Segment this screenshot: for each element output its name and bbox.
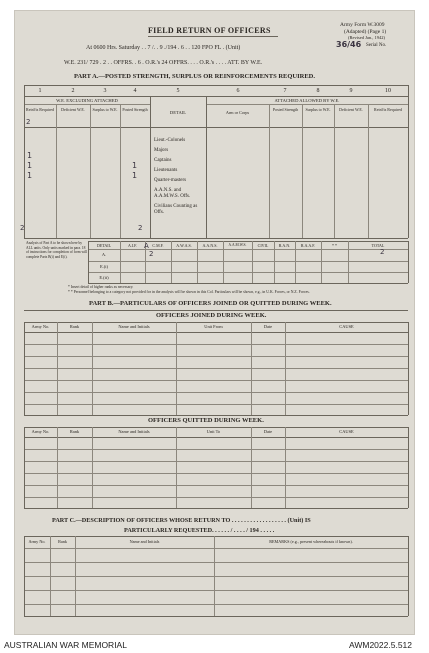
quitted-header: Date	[263, 429, 273, 434]
header-posted-strength: Posted Strength	[122, 107, 148, 112]
part-c-header: Rank	[58, 539, 67, 544]
analysis-header: R.A.N.	[278, 243, 291, 248]
analysis-header: A.A.M.W.S.	[228, 243, 247, 247]
joined-header: Unit From	[204, 324, 223, 329]
analysis-note: Analysis of Part A to be shown here by ALL units. Only units marked in para. 18 of instructions for completion of form will complete Parts B(i) and E(i).	[26, 241, 88, 259]
analysis-header: A.W.A.S.	[176, 243, 192, 248]
col-number: 7	[283, 88, 287, 94]
header-arm-or-corps: Arm or Corps	[225, 110, 250, 115]
analysis-header: A.I.F.	[127, 243, 138, 248]
joined-header: Name and Initials	[118, 324, 150, 329]
quitted-title: OFFICERS QUITTED DURING WEEK.	[148, 417, 264, 424]
archive-reference: AWM2022.5.512	[349, 640, 412, 650]
header-att-surplus: Surplus to W.E.	[305, 107, 331, 112]
handwritten-col1: 1	[27, 151, 33, 160]
header-att-posted: Posted Strength	[272, 107, 299, 112]
header-att-deficient: Deficient W.E.	[339, 107, 363, 112]
part-c-header: REMARKS (e.g., present whereabouts if known).	[269, 539, 353, 544]
joined-header: Date	[263, 324, 273, 329]
archive-name: AUSTRALIAN WAR MEMORIAL	[4, 640, 127, 650]
col-number: 2	[71, 88, 75, 94]
analysis-header: R.A.A.F.	[300, 243, 316, 248]
col-number: 8	[316, 88, 320, 94]
handwritten-col4: 1	[132, 171, 138, 180]
analysis-header: DETAIL	[96, 243, 112, 248]
part-a-title: PART A.—POSTED STRENGTH, SURPLUS OR REINFORCEMENTS REQUIRED.	[74, 73, 315, 80]
quitted-header: Name and Initials	[118, 429, 150, 434]
part-c-header: Army No.	[28, 539, 46, 544]
analysis-row-label: E.(ii)	[99, 275, 109, 280]
part-c-title-2: PARTICULARLY REQUESTED. . . . . . / . . . . / 194 . . . . .	[124, 527, 275, 534]
analysis-header: A.A.N.S.	[202, 243, 218, 248]
header-detail: DETAIL	[169, 110, 187, 115]
handwritten-total: 2	[380, 248, 385, 256]
part-b-title: PART B.—PARTICULARS OF OFFICERS JOINED OR QUITTED DURING WEEK.	[89, 300, 332, 307]
col-number: 9	[349, 88, 353, 94]
joined-header: Army No.	[31, 324, 50, 329]
quitted-header: Rank	[69, 429, 80, 434]
group-header-right: ATTACHED ALLOWED BY W.E.	[274, 98, 340, 103]
col-number: 3	[103, 88, 107, 94]
form-title: FIELD RETURN OF OFFICERS	[148, 26, 271, 35]
form-reference-3: (Revised Jan., 1942)	[348, 35, 385, 40]
header-deficient: Deficient W.E.	[61, 107, 85, 112]
header-reinforcements: Rein'fts Required	[26, 107, 54, 112]
footnote: * Insert detail of higher ranks as necessary.	[68, 285, 134, 289]
we-line: W.E. 231/ 729 . 2 . . OFFRS. . 6 . O.R.'s 24 OFFRS. . . . O.R.'s . . . . ATT. BY W.E.	[64, 60, 263, 66]
part-c-title-1: PART C.—DESCRIPTION OF OFFICERS WHOSE RETURN TO . . . . . . . . . . . . . . . . . . (Unit) IS	[52, 517, 311, 524]
footnote: * * Personnel belonging to a category not provided for in the analysis will be shown in this Col. Particulars will be shown, e.g., in U.K. Forces, or N.Z. Forces.	[68, 290, 310, 294]
form-reference-2: (Adapted) (Page 1)	[344, 29, 387, 35]
archive-footer	[0, 638, 429, 653]
analysis-row-label: E.(i)	[99, 264, 109, 269]
handwritten-col1: 1	[27, 161, 33, 170]
col-number: 5	[176, 88, 180, 94]
analysis-header: CIVIL	[257, 243, 269, 248]
header-surplus: Surplus to W.E.	[92, 107, 118, 112]
handwritten-we: 2	[26, 118, 31, 126]
joined-header: Rank	[69, 324, 80, 329]
analysis-header: TOTAL	[371, 243, 385, 248]
handwritten-total-col4: 2	[138, 224, 143, 232]
quitted-header: Army No.	[31, 429, 50, 434]
analysis-header: * *	[332, 243, 337, 248]
handwritten-aif: 2	[149, 250, 154, 258]
rank-label: Majors	[154, 148, 169, 153]
analysis-header: C.M.F.	[152, 243, 164, 248]
rank-label: A.A.N.S. and A.A.M.W.S. Offs.	[154, 188, 191, 199]
analysis-row-label: A.	[101, 252, 107, 257]
handwritten-col4: 1	[132, 161, 138, 170]
handwritten-col1: 1	[27, 171, 33, 180]
form-reference-1: Army Form W.3009	[340, 22, 385, 28]
quitted-header: CAUSE	[339, 429, 354, 434]
quitted-header: Unit To	[206, 429, 221, 434]
form-page	[14, 10, 415, 635]
rank-label: Quarter-masters	[154, 178, 187, 183]
col-number: 1	[38, 88, 42, 94]
rank-label: Lieutenants	[154, 168, 178, 173]
date-line: At 0600 Hrs. Saturday . . 7 /. . 9 ./194 . 6 . . 120 FPO FL . (Unit)	[86, 45, 241, 51]
part-c-header: Name and Initials	[129, 539, 160, 544]
joined-header: CAUSE	[339, 324, 354, 329]
col-number: 4	[133, 88, 137, 94]
header-att-reinforcements: Rein'fts Required	[374, 107, 402, 112]
handwritten-aif: A	[144, 242, 149, 250]
group-header-left: W.E. EXCLUDING ATTACHED	[56, 98, 118, 103]
serial-number-handwritten: 36/46	[336, 40, 362, 49]
col-number: 6	[236, 88, 240, 94]
rank-label: Lieut.-Colonels	[154, 138, 186, 143]
serial-label: Serial No.	[366, 43, 387, 48]
col-number: 10	[385, 88, 391, 94]
handwritten-total-left: 2	[20, 224, 25, 232]
rank-label: Civilians Counting as Offs.	[154, 204, 198, 215]
rank-label: Captains	[154, 158, 172, 163]
joined-title: OFFICERS JOINED DURING WEEK.	[156, 312, 267, 319]
